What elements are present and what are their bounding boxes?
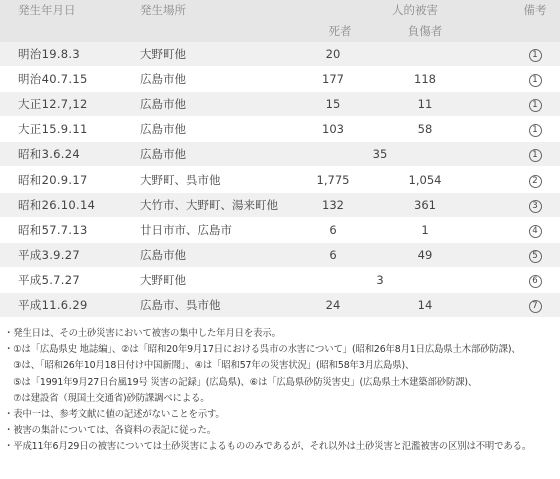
header-place: 発生場所: [120, 0, 290, 20]
note-cell: [510, 292, 560, 317]
footnote-line: ⑦は建設省（現国土交通省)砂防課調べによる。: [4, 392, 210, 404]
note-cell: [510, 192, 560, 217]
date-cell: 昭和57.7.13: [0, 217, 120, 242]
place-cell: 広島市、呉市他: [120, 292, 290, 317]
note-cell: [510, 217, 560, 242]
table-row: [0, 92, 560, 117]
table-row: [0, 142, 560, 167]
footnote-line: ・被害の集計については、各資料の表記に従った。: [4, 425, 216, 437]
date-cell: 平成3.9.27: [0, 242, 120, 267]
place-cell: 広島市他: [120, 67, 290, 92]
footnote-line: ⑤は「1991年9月27日台風19号 災害の記録」(広島県)、⑥は「広島県砂防災害史」(広島県土木建築部砂防課)、: [4, 376, 478, 388]
circled-number: 1: [529, 149, 542, 162]
place-cell: 広島市他: [120, 242, 290, 267]
table-row: [0, 292, 560, 317]
header-date: 発生年月日: [0, 0, 120, 20]
table-row: [0, 67, 560, 92]
header-blank: [510, 20, 560, 42]
dead-cell: 6: [290, 217, 380, 242]
injured-cell: 14: [380, 292, 510, 317]
place-cell: 廿日市市、広島市: [120, 217, 290, 242]
table-header: [0, 0, 560, 42]
header-blank: [120, 20, 290, 42]
circled-number: 4: [529, 225, 542, 238]
date-cell: 明治40.7.15: [0, 67, 120, 92]
casualties-total-cell: 3: [290, 267, 510, 292]
footnote-line: ・表中一は、参考文献に値の記述がないことを示す。: [4, 409, 225, 421]
header-injured: 負傷者: [380, 20, 510, 42]
place-cell: 大野町、呉市他: [120, 167, 290, 192]
note-cell: [510, 267, 560, 292]
header-dead: 死者: [290, 20, 380, 42]
circled-number: 1: [529, 49, 542, 62]
header-blank: [0, 20, 120, 42]
injured-cell: 49: [380, 242, 510, 267]
table-row: [0, 217, 560, 242]
table-row: [0, 42, 560, 67]
injured-cell: 118: [380, 67, 510, 92]
injured-cell: 11: [380, 92, 510, 117]
footnote-line: ③は、「昭和26年10月18日付け中国新聞」、④は「昭和57年の災害状況」(昭和58年3月広島県)、: [4, 360, 415, 372]
date-cell: 大正12.7,12: [0, 92, 120, 117]
note-cell: [510, 42, 560, 67]
circled-number: 1: [529, 124, 542, 137]
place-cell: 大野町他: [120, 267, 290, 292]
date-cell: 明治19.8.3: [0, 42, 120, 67]
casualties-total-cell: 35: [290, 142, 510, 167]
place-cell: 広島市他: [120, 117, 290, 142]
injured-cell: 361: [380, 192, 510, 217]
date-cell: 平成5.7.27: [0, 267, 120, 292]
date-cell: 昭和20.9.17: [0, 167, 120, 192]
dead-cell: 177: [290, 67, 380, 92]
circled-number: 3: [529, 200, 542, 213]
dead-cell: 24: [290, 292, 380, 317]
footnotes: [4, 326, 558, 456]
table-row: [0, 267, 560, 292]
date-cell: 昭和26.10.14: [0, 192, 120, 217]
circled-number: 7: [529, 300, 542, 313]
note-cell: [510, 167, 560, 192]
table-body: [0, 42, 560, 318]
place-cell: 広島市他: [120, 142, 290, 167]
note-cell: [510, 117, 560, 142]
footnote-line: ・平成11年6月29日の被害については土砂災害によるもののみであるが、それ以外は土砂災害と氾濫被害の区別は不明である。: [4, 441, 532, 453]
circled-number: 6: [529, 275, 542, 288]
place-cell: 広島市他: [120, 92, 290, 117]
footnote-line: ・①は「広島県史 地誌編」、②は「昭和20年9月17日における呉市の水害について」(昭和26年8月1日広島県土木部砂防課)、: [4, 344, 521, 356]
note-cell: [510, 142, 560, 167]
header-note: 備考: [510, 0, 560, 20]
place-cell: 大竹市、大野町、湯来町他: [120, 192, 290, 217]
dead-cell: 132: [290, 192, 380, 217]
injured-cell: [380, 42, 510, 67]
injured-cell: 58: [380, 117, 510, 142]
place-cell: 大野町他: [120, 42, 290, 67]
dead-cell: 20: [290, 42, 380, 67]
footnote-line: ・発生日は、その土砂災害において被害の集中した年月日を表示。: [4, 328, 281, 339]
date-cell: 大正15.9.11: [0, 117, 120, 142]
note-cell: [510, 92, 560, 117]
note-cell: [510, 242, 560, 267]
dead-cell: 15: [290, 92, 380, 117]
injured-cell: 1,054: [380, 167, 510, 192]
circled-number: 1: [529, 74, 542, 87]
note-cell: [510, 67, 560, 92]
table-row: [0, 192, 560, 217]
dead-cell: 6: [290, 242, 380, 267]
date-cell: 平成11.6.29: [0, 292, 120, 317]
table-row: [0, 242, 560, 267]
dead-cell: 103: [290, 117, 380, 142]
circled-number: 5: [529, 250, 542, 263]
circled-number: 2: [529, 175, 542, 188]
table-row: [0, 167, 560, 192]
dead-cell: 1,775: [290, 167, 380, 192]
table-row: [0, 117, 560, 142]
date-cell: 昭和3.6.24: [0, 142, 120, 167]
header-human-damage: 人的被害: [290, 0, 510, 20]
injured-cell: 1: [380, 217, 510, 242]
circled-number: 1: [529, 99, 542, 112]
